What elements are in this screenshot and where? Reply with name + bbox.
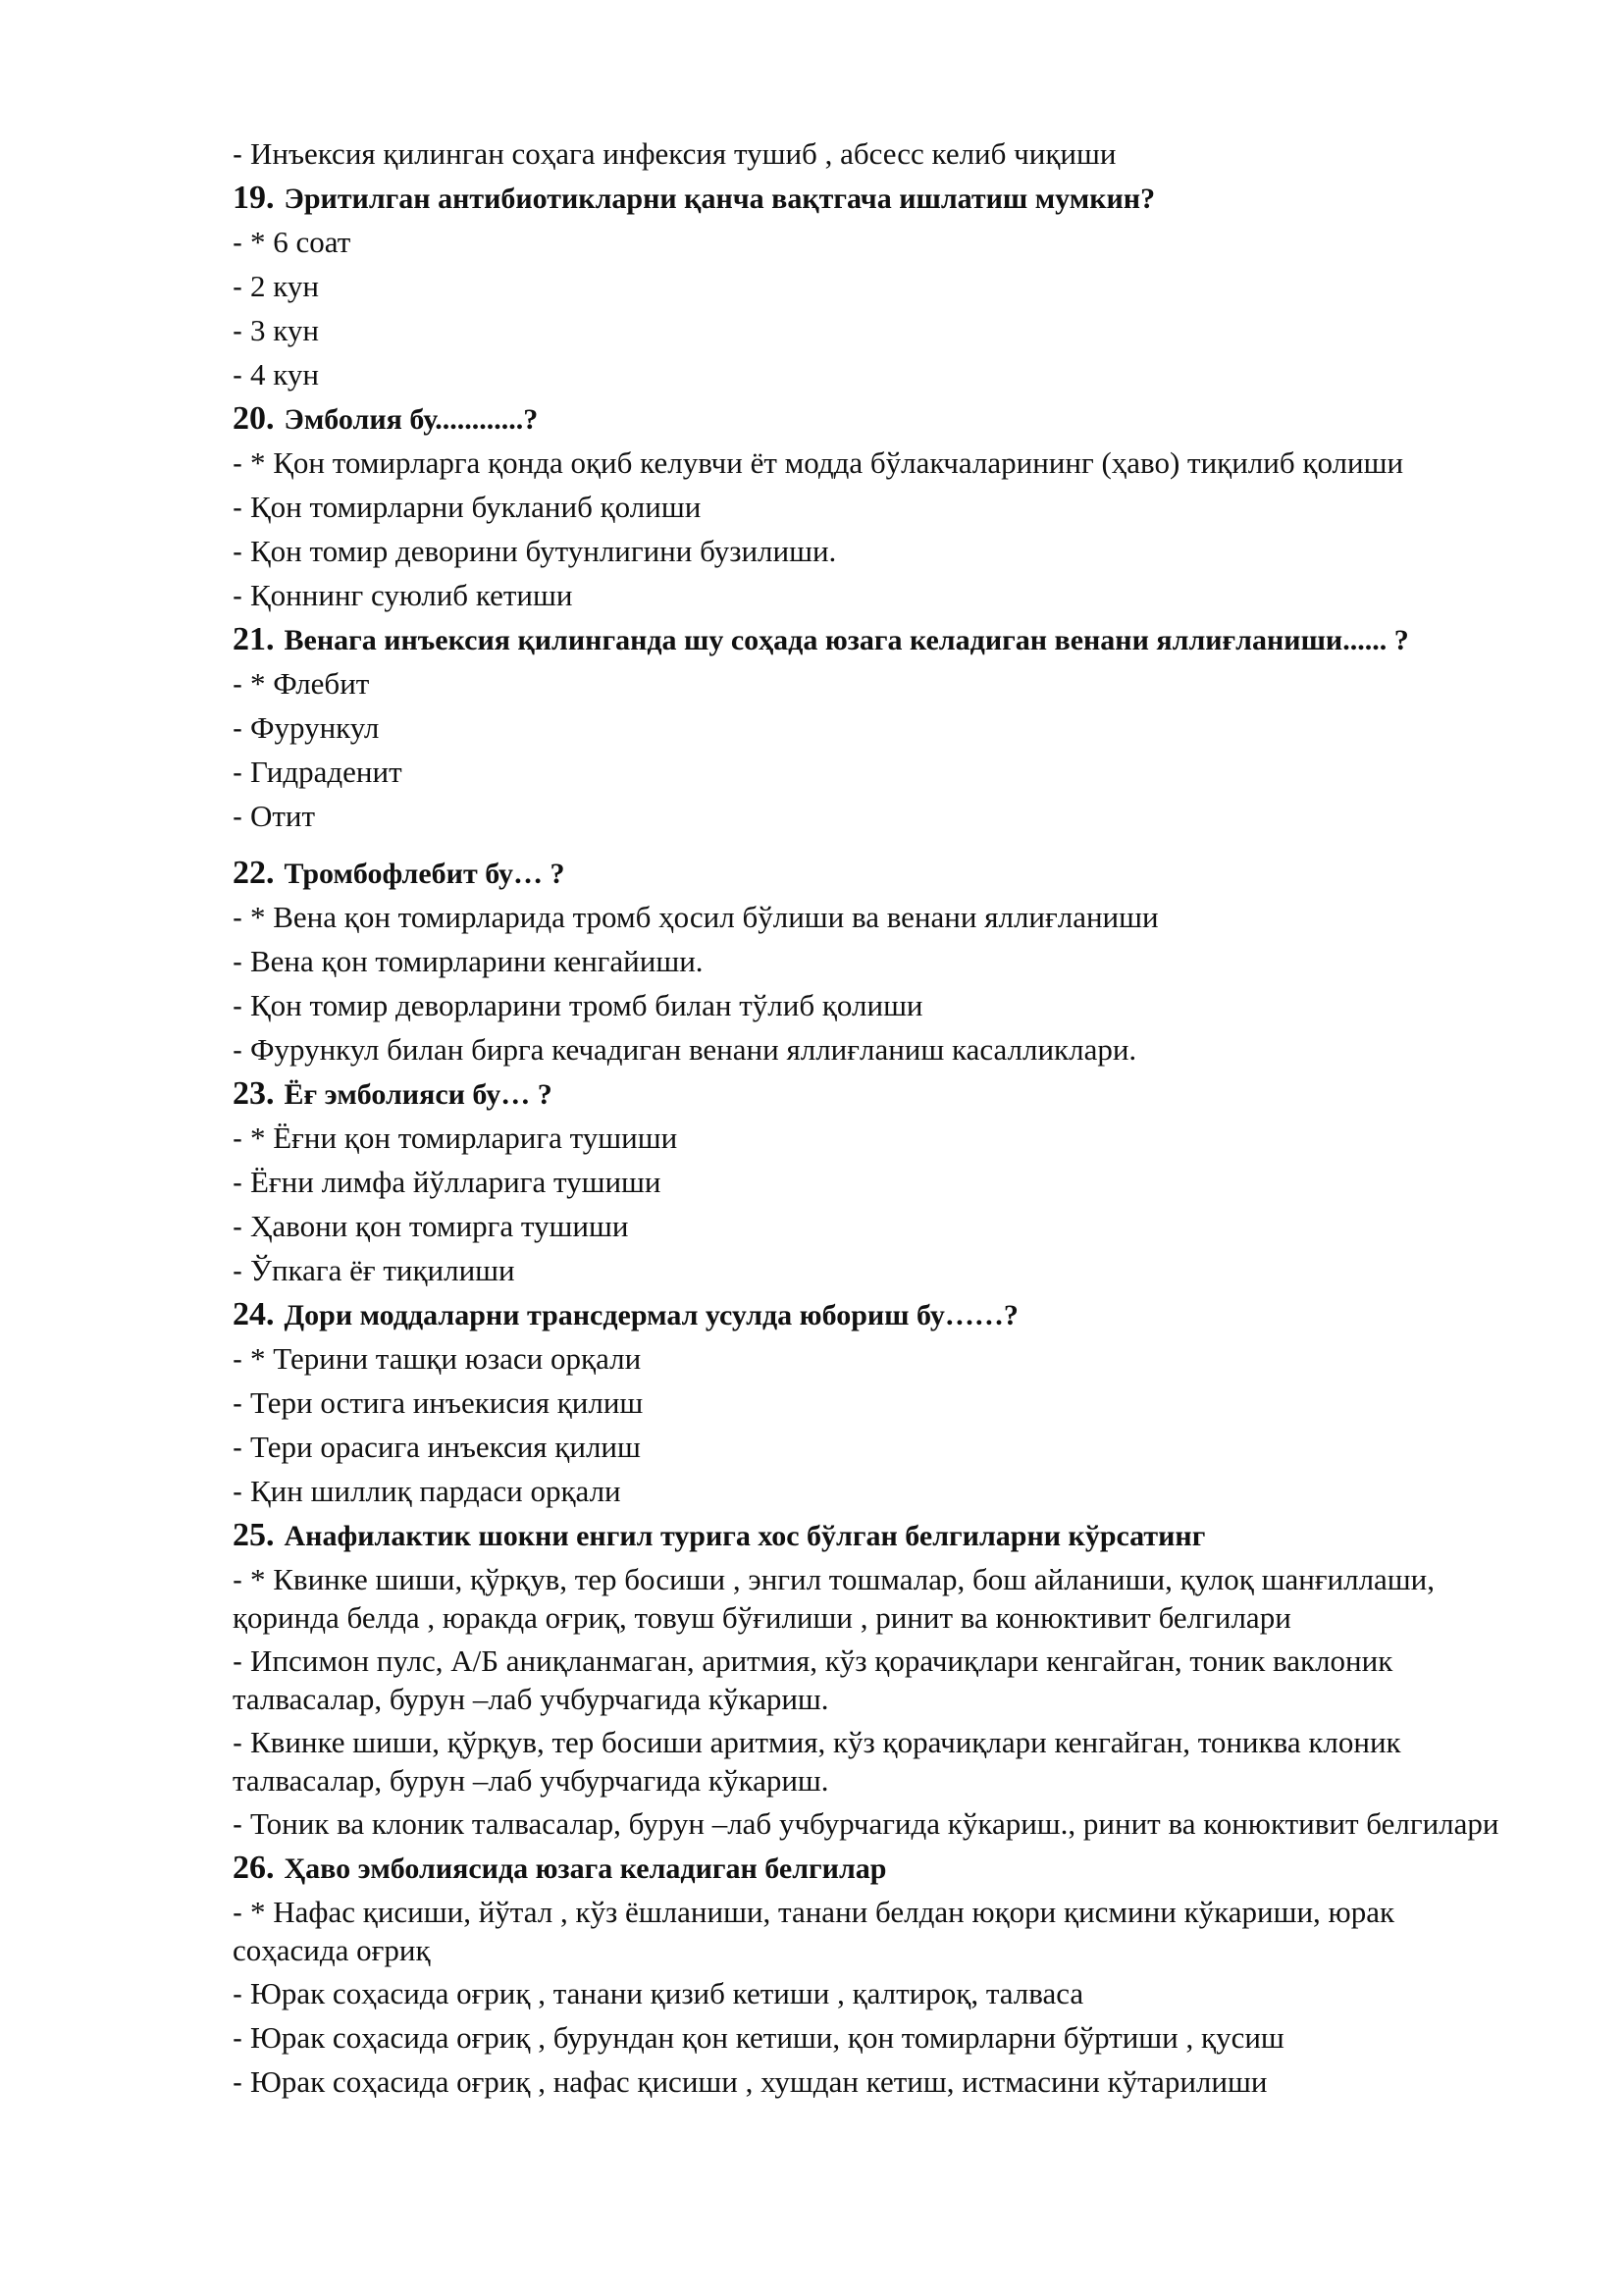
option-text: Юрак соҳасида оғриқ , танани қизиб кетиши , қалтироқ, талваса (250, 1976, 1084, 2010)
question-23 (233, 1075, 1508, 1113)
option-line (233, 444, 1508, 483)
question-text: Эритилган антибиотикларни қанча вақтгача ишлатиш мумкин? (284, 183, 1156, 215)
option-text: Ипсимон пулс, А/Б аниқланмаган, аритмия, кўз қорачиқлари кенгайган, тоник ваклоник талвасалар, бурун –лаб учбурчагида кўкариш. (233, 1643, 1393, 1716)
dash-marker: - (233, 2022, 242, 2055)
option-text: Тери орасига инъексия қилиш (250, 1430, 641, 1464)
option-text: Қон томир деворларини тромб билан тўлиб қолиши (250, 988, 923, 1022)
dash-marker: - (233, 580, 242, 612)
option-text: * Вена қон томирларида тромб ҳосил бўлиши ва венани яллиғланиши (250, 900, 1159, 934)
dash-marker: - (233, 990, 242, 1022)
dash-marker: - (233, 1897, 242, 1929)
option-line (233, 533, 1508, 571)
option-line (233, 1473, 1508, 1511)
dash-marker: - (233, 359, 242, 391)
dash-marker: - (233, 1645, 242, 1678)
dash-marker: - (233, 946, 242, 978)
option-line (233, 1643, 1508, 1718)
option-text: Тоник ва клоник талвасалар, бурун –лаб учбурчагида кўкариш., ринит ва конюктивит белгилари (250, 1806, 1499, 1841)
option-text: Тери остига инъекисия қилиш (250, 1385, 644, 1420)
question-number: 19. (233, 180, 275, 216)
option-text: Қон томирларни букланиб қолиши (250, 490, 702, 524)
option-text: * Нафас қисиши, йўтал , кўз ёшланиши, танани белдан юқори қисмини кўкариши, юрак соҳасида оғриқ (233, 1895, 1395, 1967)
option-line (233, 135, 1508, 174)
dash-marker: - (233, 447, 242, 480)
option-text: * Ёғни қон томирларига тушиши (250, 1121, 678, 1155)
option-line (233, 987, 1508, 1025)
dash-marker: - (233, 271, 242, 303)
option-text: 2 кун (250, 269, 319, 303)
option-text: * Квинке шиши, қўрқув, тер босиши , энгил тошмалар, бош айланиши, қулоқ шанғиллаши, қоринда белда , юракда оғриқ, товуш бўғилиши , ринит ва конюктивит белгилари (233, 1562, 1436, 1635)
question-24 (233, 1296, 1508, 1333)
option-line (233, 1164, 1508, 1202)
option-line (233, 665, 1508, 704)
document-page (233, 135, 1508, 2108)
question-text: Ҳаво эмболиясида юзага келадиган белгилар (284, 1852, 887, 1885)
option-text: Қон томир деворини бутунлигини бузилиши. (250, 534, 837, 568)
question-number: 22. (233, 855, 275, 891)
dash-marker: - (233, 1727, 242, 1759)
question-number: 23. (233, 1075, 275, 1112)
option-text: Ўпкага ёғ тиқилиши (250, 1253, 515, 1287)
question-number: 26. (233, 1850, 275, 1886)
dash-marker: - (233, 1343, 242, 1376)
option-line (233, 312, 1508, 350)
dash-marker: - (233, 1255, 242, 1287)
option-line (233, 1031, 1508, 1069)
question-19 (233, 180, 1508, 217)
option-line (233, 1561, 1508, 1637)
dash-marker: - (233, 315, 242, 347)
option-line (233, 943, 1508, 981)
option-line (233, 577, 1508, 615)
question-text: Анафилактик шокни енгил турига хос бўлган белгиларни кўрсатинг (284, 1520, 1206, 1552)
option-line (233, 224, 1508, 262)
question-text: Эмболия бу............? (284, 403, 539, 436)
dash-marker: - (233, 1476, 242, 1508)
question-number: 24. (233, 1296, 275, 1332)
option-text: * Флебит (250, 666, 370, 701)
dash-marker: - (233, 902, 242, 934)
question-text: Дори моддаларни трансдермал усулда юбориш бу……? (284, 1299, 1019, 1331)
dash-marker: - (233, 801, 242, 833)
option-text: Фурункул (250, 710, 380, 745)
option-text: Ҳавони қон томирга тушиши (250, 1209, 629, 1243)
option-text: * Қон томирларга қонда оқиб келувчи ёт модда бўлакчаларининг (ҳаво) тиқилиб қолиши (250, 445, 1404, 480)
dash-marker: - (233, 1122, 242, 1155)
option-text: Қин шиллиқ пардаси орқали (250, 1474, 621, 1508)
question-number: 20. (233, 400, 275, 437)
question-number: 25. (233, 1517, 275, 1553)
dash-marker: - (233, 1808, 242, 1841)
option-line (233, 489, 1508, 527)
option-line (233, 1975, 1508, 2013)
option-text: Вена қон томирларини кенгайиши. (250, 944, 704, 978)
option-line (233, 798, 1508, 836)
question-22 (233, 855, 1508, 892)
question-number: 21. (233, 621, 275, 657)
question-26 (233, 1850, 1508, 1887)
option-text: Қоннинг суюлиб кетиши (250, 578, 573, 612)
option-text: Квинке шиши, қўрқув, тер босиши аритмия, кўз қорачиқлари кенгайган, тониква клоник талвасалар, бурун –лаб учбурчагида кўкариш. (233, 1725, 1401, 1798)
dash-marker: - (233, 1034, 242, 1067)
option-text: 4 кун (250, 357, 319, 391)
question-20 (233, 400, 1508, 438)
question-text: Тромбофлебит бу… ? (284, 858, 565, 890)
option-text: Юрак соҳасида оғриқ , нафас қисиши , хушдан кетиш, истмасини кўтарилиши (250, 2064, 1268, 2099)
option-text: Отит (250, 799, 316, 833)
dash-marker: - (233, 1564, 242, 1596)
dash-marker: - (233, 1167, 242, 1199)
option-line (233, 754, 1508, 792)
option-text: Юрак соҳасида оғриқ , бурундан қон кетиши, қон томирларни бўртиши , қусиш (250, 2020, 1284, 2055)
option-line (233, 1252, 1508, 1290)
dash-marker: - (233, 2066, 242, 2099)
option-line (233, 709, 1508, 748)
option-line (233, 1208, 1508, 1246)
option-line (233, 1894, 1508, 1969)
option-text: Фурункул билан бирга кечадиган венани яллиғланиш касалликлари. (250, 1032, 1137, 1067)
option-line (233, 1340, 1508, 1379)
option-line (233, 1384, 1508, 1423)
dash-marker: - (233, 668, 242, 701)
option-line (233, 899, 1508, 937)
option-line (233, 2019, 1508, 2058)
option-text: Гидраденит (250, 755, 402, 789)
dash-marker: - (233, 1387, 242, 1420)
option-line (233, 2063, 1508, 2102)
dash-marker: - (233, 712, 242, 745)
dash-marker: - (233, 1211, 242, 1243)
option-text: Ёғни лимфа йўлларига тушиши (250, 1165, 661, 1199)
option-line (233, 1429, 1508, 1467)
question-25 (233, 1517, 1508, 1554)
dash-marker: - (233, 492, 242, 524)
option-line (233, 356, 1508, 394)
dash-marker: - (233, 536, 242, 568)
option-line (233, 1805, 1508, 1844)
dash-marker: - (233, 138, 242, 171)
dash-marker: - (233, 756, 242, 789)
dash-marker: - (233, 1978, 242, 2010)
option-line (233, 1120, 1508, 1158)
question-21 (233, 621, 1508, 658)
option-text: 3 кун (250, 313, 319, 347)
option-text: * Терини ташқи юзаси орқали (250, 1341, 642, 1376)
dash-marker: - (233, 1432, 242, 1464)
question-text: Ёғ эмболияси бу… ? (284, 1078, 552, 1111)
option-line (233, 1724, 1508, 1799)
option-line (233, 268, 1508, 306)
option-text: * 6 соат (250, 225, 351, 259)
question-text: Венага инъексия қилинганда шу соҳада юзага келадиган венани яллиғланиши...... ? (284, 624, 1409, 656)
option-text: Инъексия қилинган соҳага инфексия тушиб , абсесс келиб чиқиши (250, 136, 1117, 171)
dash-marker: - (233, 227, 242, 259)
